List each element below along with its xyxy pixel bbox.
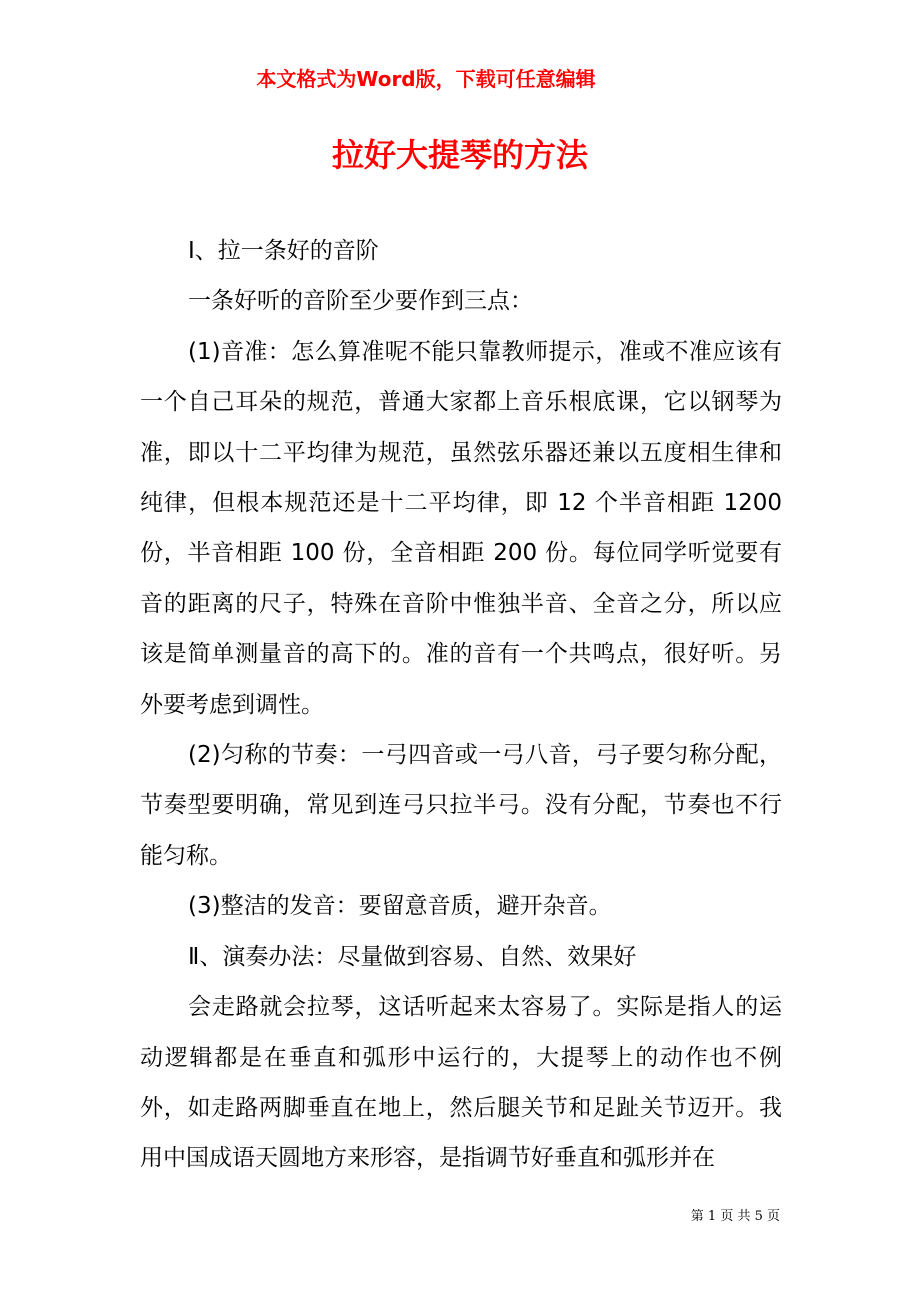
paragraph-tone: (3)整洁的发音：要留意音质，避开杂音。 [188, 893, 612, 920]
page-number: 第 1 页 共 5 页 [690, 1209, 780, 1224]
paragraph-intonation: (1)音准：怎么算准呢不能只靠教师提示，准或不准应该有一个自己耳朵的规范，普通大家都上音乐根底课，它以钢琴为准，即以十二平均律为规范，虽然弦乐器还兼以五度相生律和纯律，但根本规范还是十二平均律，即 12 个半音相距 1200 份，半音相距 100 份，全音相距 200 份。每位同学听觉要有音的距离的尺子，特殊在音阶中惟独半音、全音之分，所以应该是简单测量音的高下的。准的音有一个共鸣点，很好听。另外要考虑到调性。 [140, 338, 782, 718]
format-notice: 本文格式为Word版，下载可任意编辑 [256, 67, 596, 91]
document-title: 拉好大提琴的方法 [331, 136, 588, 174]
paragraph-method: 会走路就会拉琴，这话听起来太容易了。实际是指人的运动逻辑都是在垂直和弧形中运行的，大提琴上的动作也不例外，如走路两脚垂直在地上，然后腿关节和足趾关节迈开。我用中国成语天圆地方来形容，是指调节好垂直和弧形并在 [140, 994, 782, 1172]
paragraph-rhythm: (2)匀称的节奏：一弓四音或一弓八音，弓子要匀称分配，节奏型要明确，常见到连弓只拉半弓。没有分配，节奏也不行能匀称。 [140, 742, 782, 869]
section-heading-1: Ⅰ、拉一条好的音阶 [188, 238, 379, 264]
document-body [140, 226, 782, 1184]
section-heading-2: Ⅱ、演奏办法：尽量做到容易、自然、效果好 [188, 943, 637, 970]
paragraph-intro: 一条好听的音阶至少要作到三点： [188, 288, 533, 315]
